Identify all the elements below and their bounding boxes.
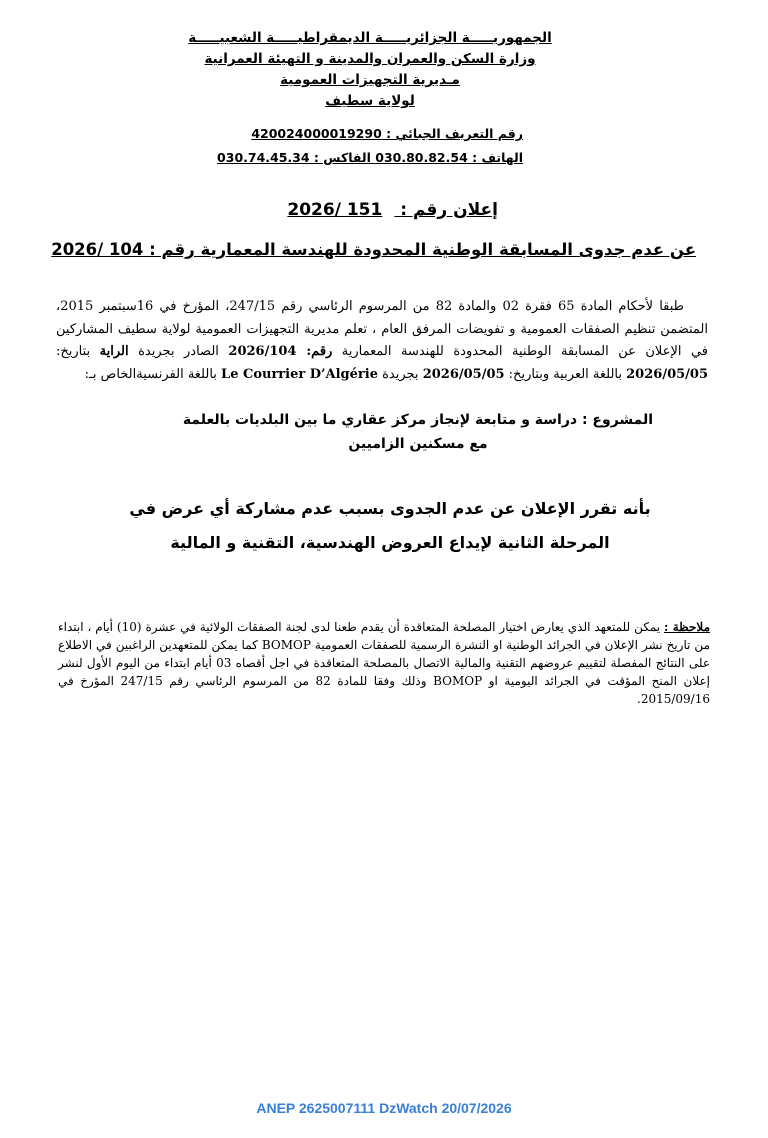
letterhead (160, 28, 580, 112)
competition-ref: رقم: 2026/104 (228, 344, 333, 359)
footer-reference: ANEP 2625007111 DzWatch 20/07/2026 (256, 1100, 512, 1116)
ministry-name: وزارة السكن والعمران والمدينة و التهيئة العمرانية (204, 51, 536, 67)
publication-date-ar: 2026/05/05 (626, 366, 708, 382)
contact-block (217, 122, 523, 170)
decision-line-2: المرحلة الثانية لإيداع العروض الهندسية، التقنية و المالية (170, 533, 610, 552)
announcement-number: 151 /2026 (287, 200, 383, 220)
announcement-title (287, 200, 498, 220)
decision-block (90, 492, 690, 560)
body-paragraph (56, 296, 708, 386)
body-text-1: طبقا لأحكام المادة 65 فقرة 02 والمادة 82 من المرسوم الرئاسي رقم 247/15، المؤرخ في 16سبتمبر 2015، المتضمن تنظيم الصفقات العمومية و تفويضات المرفق العام ، تعلم مديرية التجهيزات العمومية لولاية سطيف المشاركين في الإعلان عن المسابقة الوطنية المحدودة للهندسة المعمارية (56, 299, 709, 359)
phone-fax: الهاتف : 030.80.82.54 الفاكس : 030.74.45.34 (217, 150, 523, 165)
project-block (138, 408, 698, 456)
announcement-label: إعلان رقم : (400, 200, 498, 220)
note-block (58, 618, 710, 708)
note-text: يمكن للمتعهد الذي يعارض اختيار المصلحة المتعاقدة أن يقدم طعنا لدى لجنة الصفقات الولائية في عشرة (10) أيام ، ابتداء من تاريخ نشر الإعلان في الجرائد الوطنية او النشرة الرسمية للصفقات العمومية BOMOP كما يمكن للمتعهدين الراغبين في الاطلاع على النتائج المفصلة لتقييم عروضهم التقنية والمالية الاتصال بالمصلحة المتعاقدة في اجل أقصاه 03 أيام ابتداء من اليوم الأول لنشر إعلان المنح المؤقت في الجرائد اليومية او BOMOP وذلك وفقا للمادة 82 من المرسوم الرئاسي رقم 247/15 المؤرخ في 2015/09/16. (58, 620, 710, 706)
directorate-name: مـديرية التجهيزات العمومية (280, 72, 460, 88)
note-label: ملاحظة : (664, 620, 710, 634)
tax-id: رقم التعريف الجبائي : 420024000019290 (251, 126, 523, 141)
newspaper-french: Le Courrier D’Algérie (221, 366, 378, 382)
body-text-5: بجريدة (377, 366, 423, 382)
announcement-subject: عن عدم جدوى المسابقة الوطنية المحدودة للهندسة المعمارية رقم : 104 /2026 (51, 240, 696, 259)
republic-name: الجمهوريـــــة الجزائريـــــة الديمقراطيـــــة الشعبيـــــة (188, 30, 552, 46)
decision-line-1: بأنه تقرر الإعلان عن عدم الجدوى بسبب عدم مشاركة أي عرض في (129, 499, 651, 518)
body-text-4: باللغة العربية وبتاريخ: (504, 366, 627, 382)
body-text-3: بتاريخ: (56, 344, 100, 359)
body-text-6: باللغة الفرنسيةالخاص بـ: (84, 366, 222, 382)
publication-date-fr: 2026/05/05 (422, 366, 505, 382)
body-text-2: الصادر بجريدة (128, 344, 229, 359)
project-line-2: مع مسكنين الزاميين (348, 436, 488, 452)
project-line-1: المشروع : دراسة و متابعة لإنجاز مركز عقاري ما بين البلديات بالعلمة (182, 412, 654, 428)
newspaper-arabic: الراية (99, 344, 129, 359)
wilaya-name: لولاية سطيف (325, 93, 415, 109)
